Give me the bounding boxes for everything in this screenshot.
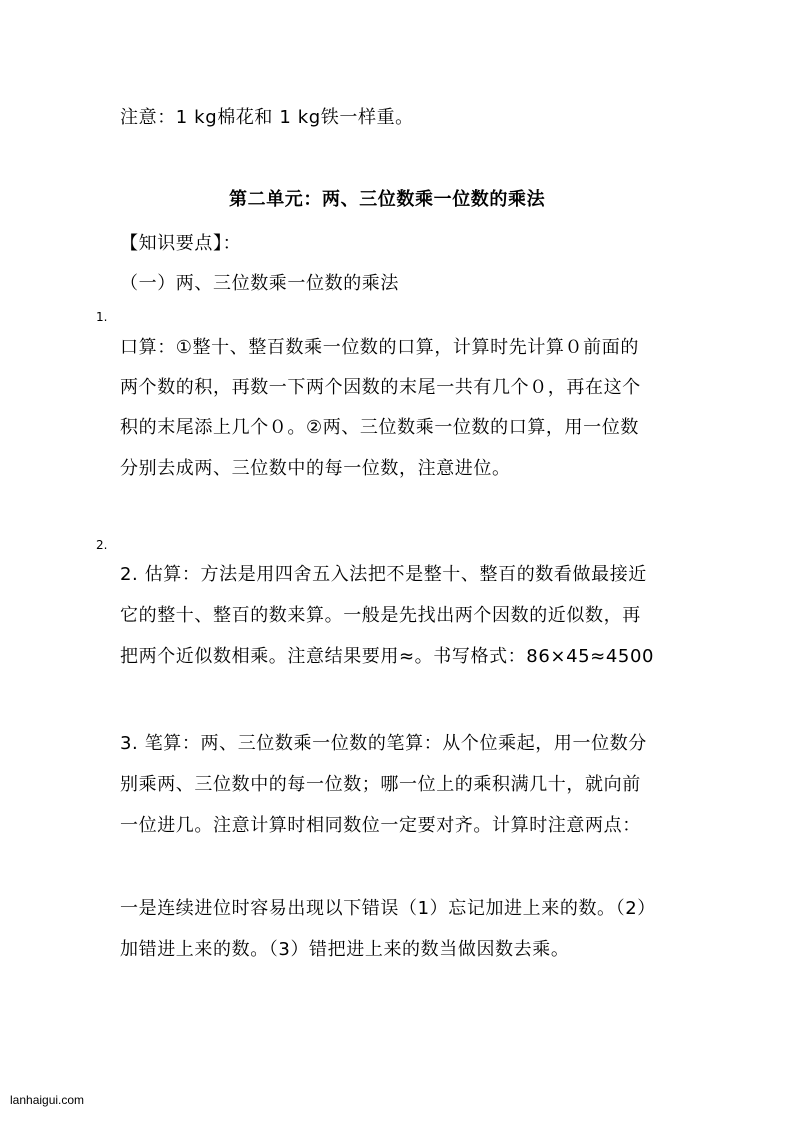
note-line: 注意：1 kg棉花和 1 kg铁一样重。 (120, 107, 414, 128)
list-marker-1: 1. (96, 310, 108, 324)
errors-line-1: 一是连续进位时容易出现以下错误（1）忘记加进上来的数。（2） (120, 898, 656, 919)
oral-calc-line-2: 两个数的积，再数一下两个因数的末尾一共有几个０，再在这个 (120, 377, 641, 398)
written-calc-line-2: 别乘两、三位数中的每一位数；哪一位上的乘积满几十，就向前 (120, 774, 641, 795)
written-calc-line-3: 一位进几。注意计算时相同数位一定要对齐。计算时注意两点： (120, 815, 641, 836)
oral-calc-line-1: 口算：①整十、整百数乘一位数的口算，计算时先计算０前面的 (120, 337, 639, 358)
footer-site-name: lanhaigui.com (10, 1093, 85, 1107)
section-one-heading: （一）两、三位数乘一位数的乘法 (120, 273, 399, 294)
estimate-line-3: 把两个近似数相乘。注意结果要用≈。书写格式：86×45≈4500 (120, 646, 655, 667)
list-marker-2: 2. (96, 538, 108, 552)
estimate-line-2: 它的整十、整百的数来算。一般是先找出两个因数的近似数，再 (120, 605, 641, 626)
unit-title: 第二单元：两、三位数乘一位数的乘法 (229, 189, 546, 210)
errors-line-2: 加错进上来的数。（3）错把进上来的数当做因数去乘。 (120, 939, 570, 960)
written-calc-line-1: 3. 笔算：两、三位数乘一位数的笔算：从个位乘起，用一位数分 (120, 733, 647, 754)
oral-calc-line-3: 积的末尾添上几个０。②两、三位数乘一位数的口算，用一位数 (120, 417, 639, 438)
knowledge-header: 【知识要点】： (120, 233, 242, 254)
estimate-line-1: 2. 估算：方法是用四舍五入法把不是整十、整百的数看做最接近 (120, 564, 647, 585)
oral-calc-line-4: 分别去成两、三位数中的每一位数，注意进位。 (120, 458, 511, 479)
